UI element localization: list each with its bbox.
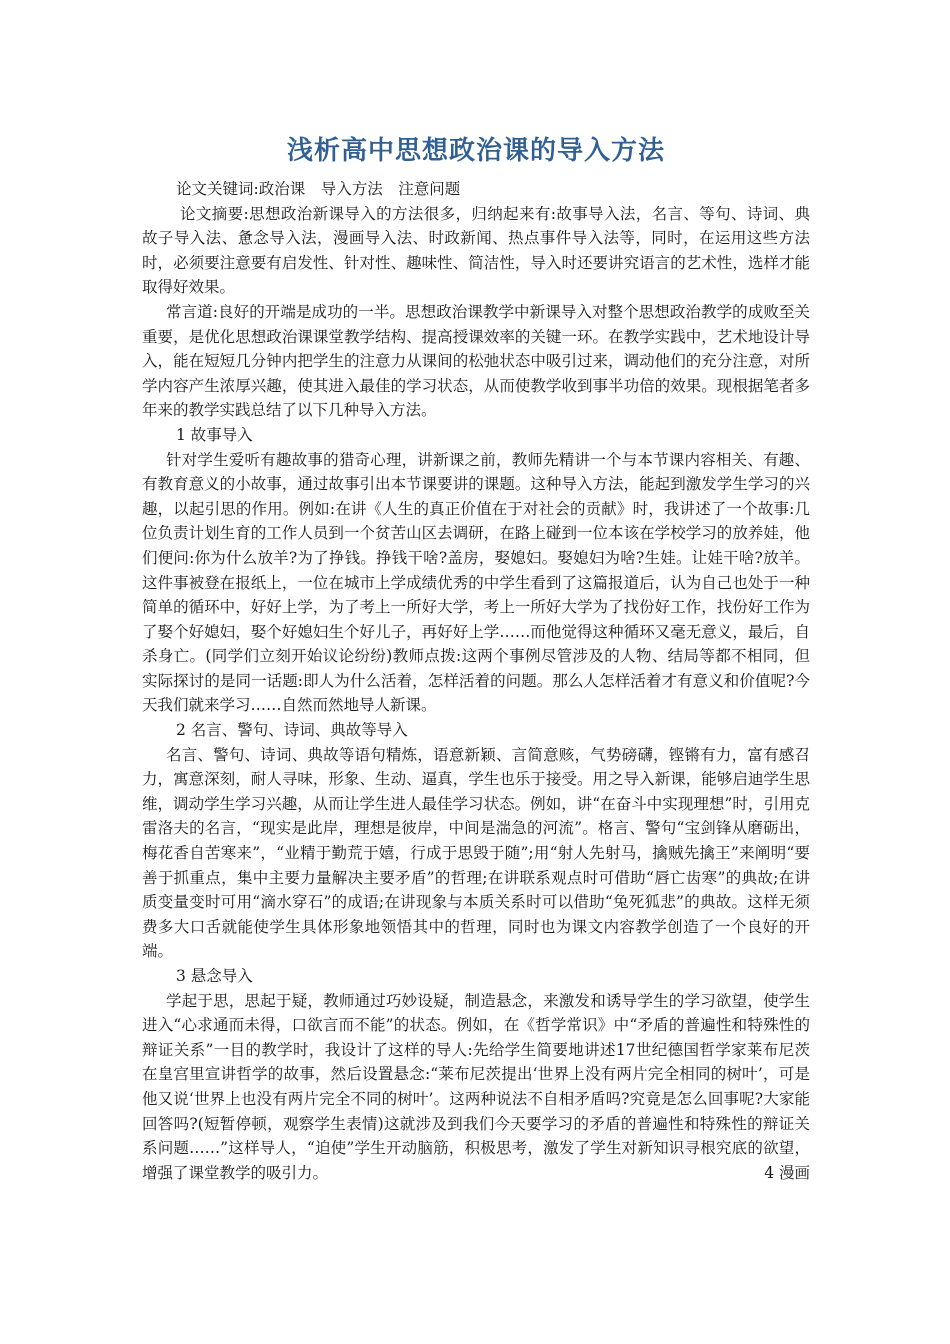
section-body-suspense-wrapper xyxy=(142,989,810,1186)
section-heading-story: 1 故事导入 xyxy=(176,425,253,444)
section-body-suspense: 学起于思，思起于疑，教师通过巧妙设疑，制造悬念，来激发和诱导学生的学习欲望，使学生进入“心求通而未得，口欲言而不能”的状态。例如，在《哲学常识》中“矛盾的普遍性和特殊性的辩证关系”一目的教学时，我设计了这样的导人:先给学生简要地讲述17世纪德国哲学家莱布尼茨在皇宫里宣讲哲学的故事，然后设置悬念:“莱布尼茨提出‘世界上没有两片完全相同的树叶’，可是他又说‘世界上也没有两片完全不同的树叶’。这两种说法不自相矛盾吗?究竟是怎么回事呢?大家能回答吗?(短暂停顿，观察学生表情)这就涉及到我们今天要学习的矛盾的普遍性和特殊性的辩证关系问题……”这样导人，“迫使”学生开动脑筋，积极思考，激发了学生对新知识寻根究底的欲望，增强了课堂教学的吸引力。 xyxy=(142,991,810,1182)
abstract-paragraph: 论文摘要:思想政治新课导入的方法很多，归纳起来有:故事导入法，名言、等句、诗词、典故子导入法、惫念导入法，漫画导入法、时政新闻、热点事件导入法等，同时，在运用这些方法时，必须要注意要有启发性、针对性、趣味性、简洁性，导入时还要讲究语言的艺术性，选样才能取得好效果。 xyxy=(142,204,810,297)
next-section-heading-fragment: 4 漫画 xyxy=(764,1163,810,1182)
keywords-line: 论文关键词:政治课 导入方法 注意问题 xyxy=(176,180,461,198)
section-heading-suspense: 3 悬念导入 xyxy=(176,967,253,985)
section-body-quotes: 名言、警句、诗词、典故等语句精炼，语意新颖、言简意赅，气势磅礴，铿锵有力，富有感召力，寓意深刻，耐人寻味，形象、生动、逼真，学生也乐于接受。用之导入新课，能够启迪学生思维，调动学生学习兴趣，从而让学生进人最佳学习状态。例如，讲“在奋斗中实现理想”时，引用克雷洛夫的名言，“现实是此岸，理想是彼岸，中间是湍急的河流”。格言、警句“宝剑锋从磨砺出，梅花香自苦寒来”，“业精于勤荒于嬉，行成于思毁于随”;用“射人先射马，擒贼先擒王”来阐明“要善于抓重点，集中主要力量解决主要矛盾”的哲理;在讲联系观点时可借助“唇亡齿寒”的典故;在讲质变量变时可用“滴水穿石”的成语;在讲现象与本质关系时可以借助“兔死狐悲”的典故。这样无须费多大口舌就能使学生具体形象地领悟其中的哲理，同时也为课文内容教学创造了一个良好的开端。 xyxy=(142,745,810,961)
intro-paragraph: 常言道:良好的开端是成功的一半。思想政治课教学中新课导入对整个思想政治教学的成败至关重要，是优化思想政治课课堂教学结构、提高授课效率的关键一环。在教学实践中，艺术地设计导入，能在短短几分钟内把学生的注意力从课间的松弛状态中吸引过来，调动他们的充分注意，对所学内容产生浓厚兴趣，使其进入最佳的学习状态，从而使教学收到事半功倍的效果。现根据笔者多年来的教学实践总结了以下几种导入方法。 xyxy=(142,302,810,420)
document-title: 浅析高中思想政治课的导入方法 xyxy=(286,136,665,166)
section-heading-quotes: 2 名言、警句、诗词、典故等导入 xyxy=(176,721,408,740)
section-body-story: 针对学生爱听有趣故事的猎奇心理，讲新课之前，教师先精讲一个与本节课内容相关、有趣、有教育意义的小故事，通过故事引出本节课要讲的课题。这种导入方法，能起到激发学生学习的兴趣，以起引思的作用。例如:在讲《人生的真正价值在于对社会的贡献》时，我讲述了一个故事:几位负责计划生育的工作人员到一个贫苦山区去调研，在路上碰到一位本该在学校学习的放养娃，他们便问:你为什么放羊?为了挣钱。挣钱干啥?盖房，娶媳妇。娶媳妇为啥?生娃。让娃干啥?放羊。这件事被登在报纸上，一位在城市上学成绩优秀的中学生看到了这篇报道后，认为自己也处于一种简单的循环中，好好上学，为了考上一所好大学，考上一所好大学为了找份好工作，找份好工作为了娶个好媳妇，娶个好媳妇生个好儿子，再好好上学……而他觉得这种循环又毫无意义，最后，自杀身亡。(同学们立刻开始议论纷纷)教师点拨:这两个事例尽管涉及的人物、结局等都不相同，但实际探讨的是同一话题:即人为什么活着，怎样活着的问题。那么人怎样活着才有意义和价值呢?今天我们就来学习……自然而然地导人新课。 xyxy=(142,450,810,715)
